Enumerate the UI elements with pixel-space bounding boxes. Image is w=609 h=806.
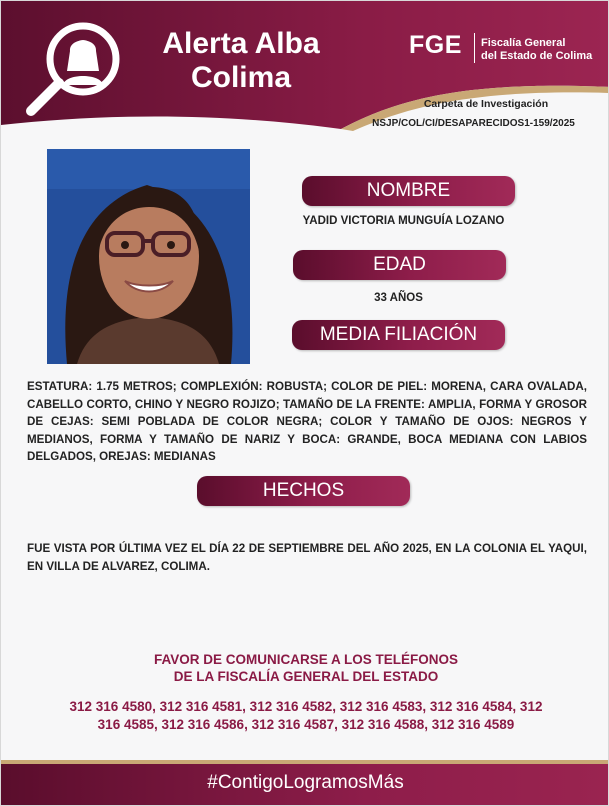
alert-title-line2: Colima xyxy=(190,61,292,94)
agency-divider xyxy=(474,33,475,63)
facts-heading: HECHOS xyxy=(197,476,410,506)
agency-name xyxy=(481,37,592,63)
name-heading: NOMBRE xyxy=(302,176,515,206)
agency-name-line2: del Estado de Colima xyxy=(481,50,593,62)
agency-name-line1: Fiscalía General xyxy=(481,37,566,49)
footer-hashtag: #ContigoLogramosMás xyxy=(207,772,404,793)
alert-title-line1: Alerta Alba xyxy=(162,27,320,60)
case-number: NSJP/COL/CI/DESAPARECIDOS1-159/2025 xyxy=(372,118,575,129)
facts-text: FUE VISTA POR ÚLTIMA VEZ EL DÍA 22 DE SEPTIEMBRE DEL AÑO 2025, EN LA COLONIA EL YAQUI, EN VILLA DE ALVAREZ, COLIMA. xyxy=(27,542,587,573)
age-heading: EDAD xyxy=(293,250,506,280)
magnifier-person-icon xyxy=(23,15,127,119)
alert-title xyxy=(141,27,341,95)
description-text: ESTATURA: 1.75 METROS; COMPLEXIÓN: ROBUSTA; COLOR DE PIEL: MORENA, CARA OVALADA, CABELLO CORTO, CHINO Y NEGRO ROJIZO; TAMAÑO DE LA FRENTE: AMPLIA, FORMA Y GROSOR DE CEJAS: SEMI POBLADA DE COLOR NEGRA; COLOR Y TAMAÑO DE OJOS: NEGROS Y MEDIANOS, FORMA Y TAMAÑO DE NARIZ Y BOCA: GRANDE, BOCA MEDIANA CON LABIOS DELGADOS, OREJAS: MEDIANAS xyxy=(27,380,587,463)
contact-phones: 312 316 4580, 312 316 4581, 312 316 4582, 312 316 4583, 312 316 4584, 312 316 4585, 312 316 4586, 312 316 4587, 312 316 4588, 312 316 4589 xyxy=(69,699,543,732)
contact-line2: DE LA FISCALÍA GENERAL DEL ESTADO xyxy=(173,669,439,684)
person-name: YADID VICTORIA MUNGUÍA LOZANO xyxy=(302,215,505,227)
person-photo xyxy=(47,149,250,364)
description-heading: MEDIA FILIACIÓN xyxy=(292,320,505,350)
agency-abbr: FGE xyxy=(409,31,462,59)
contact-instructions xyxy=(61,651,551,685)
case-label: Carpeta de Investigación xyxy=(423,98,549,110)
contact-line1: FAVOR DE COMUNICARSE A LOS TELÉFONOS xyxy=(153,652,458,667)
person-age: 33 AÑOS xyxy=(374,292,423,304)
